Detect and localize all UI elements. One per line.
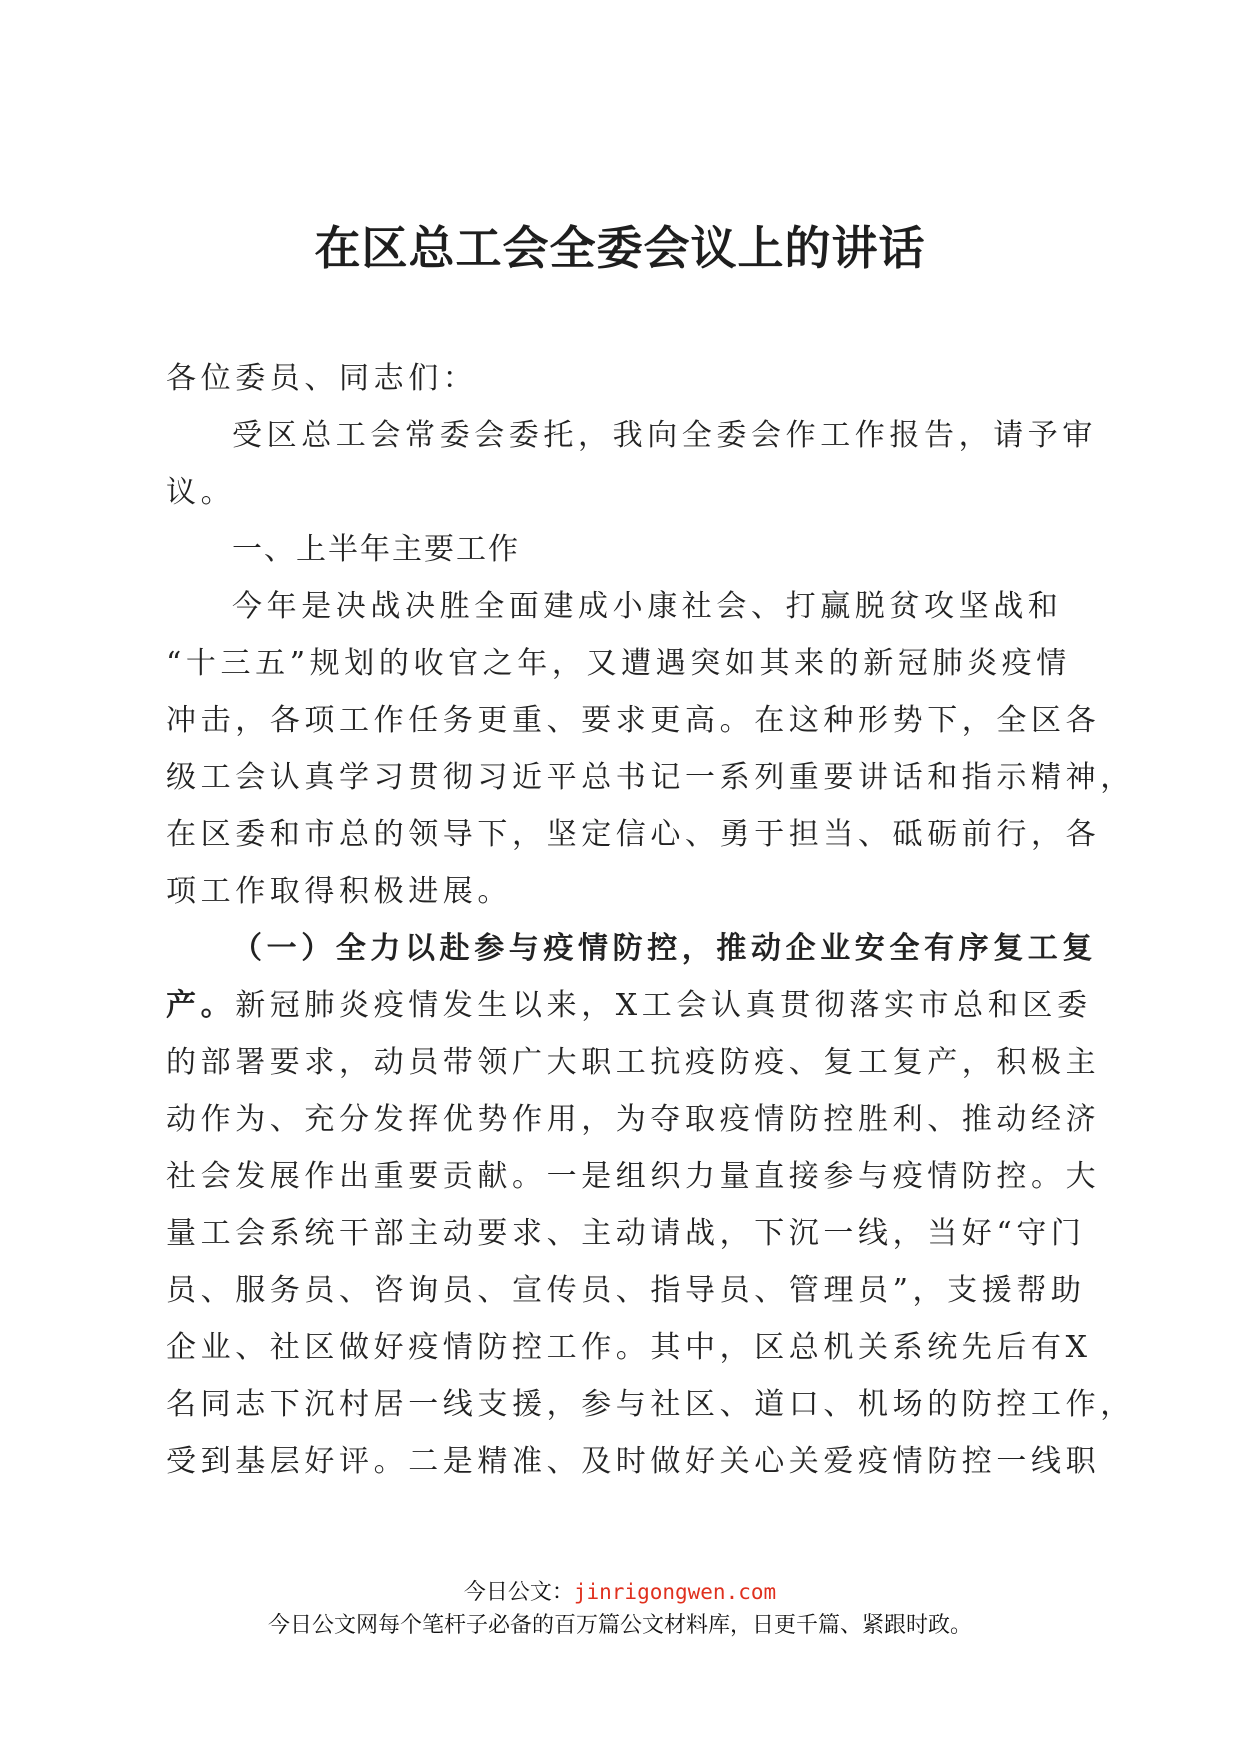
paragraph1-line-1: 今年是决战决胜全面建成小康社会、打赢脱贫攻坚战和: [232, 589, 1063, 624]
paragraph2-line-3: 动作为、充分发挥优势作用，为夺取疫情防控胜利、推动经济: [166, 1102, 1101, 1137]
paragraph2-line-9: 受到基层好评。二是精准、及时做好关心关爱疫情防控一线职: [166, 1444, 1101, 1479]
paragraph2-line-8: 名同志下沉村居一线支援，参与社区、道口、机场的防控工作，: [166, 1387, 1135, 1422]
paragraph1-line-6: 项工作取得积极进展。: [166, 874, 512, 909]
paragraph1-line-3: 冲击，各项工作任务更重、要求更高。在这种形势下，全区各: [166, 703, 1101, 738]
paragraph1-line-2: “十三五”规划的收官之年，又遭遇突如其来的新冠肺炎疫情: [166, 646, 1071, 681]
paragraph1-line-4: 级工会认真学习贯彻习近平总书记一系列重要讲话和指示精神，: [166, 760, 1135, 795]
document-title: 在区总工会全委会议上的讲话: [314, 221, 926, 275]
paragraph2-line-5: 量工会系统干部主动要求、主动请战，下沉一线，当好“守门: [166, 1216, 1086, 1251]
section-heading: 一、上半年主要工作: [232, 532, 520, 567]
paragraph2-line-7: 企业、社区做好疫情防控工作。其中，区总机关系统先后有X: [166, 1330, 1092, 1365]
footer-site: [0, 1577, 1240, 1608]
paragraph2-line-2: 的部署要求，动员带领广大职工抗疫防疫、复工复产，积极主: [166, 1045, 1101, 1080]
paragraph1-line-5: 在区委和市总的领导下，坚定信心、勇于担当、砥砺前行，各: [166, 817, 1101, 852]
intro-line-2: 议。: [166, 475, 236, 510]
footer-site-label: 今日公文：: [463, 1580, 574, 1605]
subsection-heading-end: 产。: [166, 988, 236, 1023]
footer-tagline: 今日公文网每个笔杆子必备的百万篇公文材料库，日更千篇、紧跟时政。: [267, 1613, 972, 1638]
paragraph2-text-start: 新冠肺炎疫情发生以来，X工会认真贯彻落实市总和区委: [235, 988, 1092, 1023]
subsection-heading: （一）全力以赴参与疫情防控，推动企业安全有序复工复: [232, 931, 1097, 966]
paragraph2-line-1: [166, 977, 1092, 1034]
document-body: [166, 350, 1135, 1490]
footer-site-url[interactable]: jinrigongwen.com: [573, 1580, 777, 1604]
paragraph2-line-6: 员、服务员、咨询员、宣传员、指导员、管理员”，支援帮助: [166, 1273, 1086, 1308]
intro-line-1: 受区总工会常委会委托，我向全委会作工作报告，请予审: [232, 418, 1097, 453]
paragraph2-line-4: 社会发展作出重要贡献。一是组织力量直接参与疫情防控。大: [166, 1159, 1101, 1194]
salutation: 各位委员、同志们：: [166, 361, 478, 396]
